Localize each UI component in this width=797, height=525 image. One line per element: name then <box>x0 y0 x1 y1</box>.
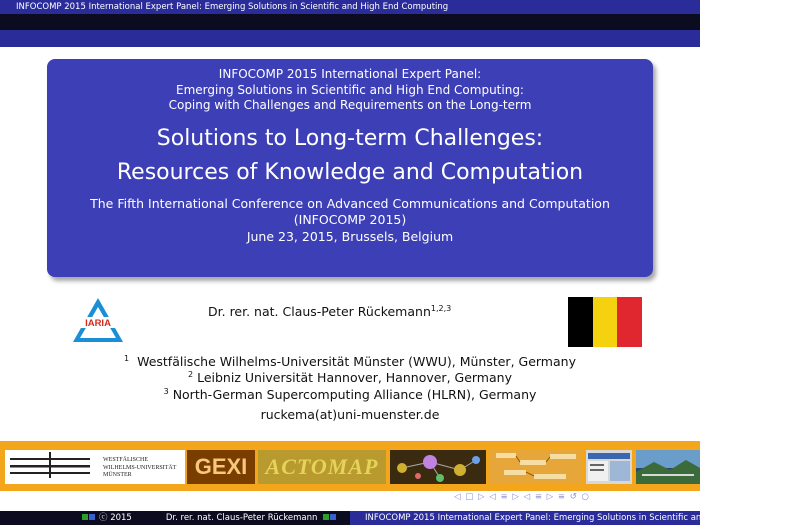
footer-title: INFOCOMP 2015 International Expert Panel: Emerging Solutions in Scientific and High End Computing <box>350 511 700 525</box>
screenshot-graphic-image <box>586 450 632 484</box>
title-block <box>47 59 653 277</box>
header-dark-band <box>0 14 700 30</box>
flag-stripe-yellow <box>593 297 618 347</box>
subtitle-line: Emerging Solutions in Scientific and High End Computing: <box>176 82 524 97</box>
flag-stripe-red <box>617 297 642 347</box>
presentation-title <box>47 122 653 190</box>
conference-acronym: (INFOCOMP 2015) <box>293 212 407 227</box>
landscape-graphic-image <box>636 450 700 484</box>
nav-prev-section-icon[interactable]: ◁ <box>523 492 532 502</box>
nav-search-icon[interactable]: ↺ <box>569 492 578 502</box>
author-affiliation-marks: 1,2,3 <box>430 304 452 313</box>
title-line: Resources of Knowledge and Computation <box>116 159 584 185</box>
conference-date-place: June 23, 2015, Brussels, Belgium <box>246 228 454 244</box>
iaria-logo <box>72 297 124 343</box>
affiliation-3 <box>0 383 700 404</box>
actomap-logo <box>258 450 386 484</box>
nav-next-subsection-icon[interactable]: ▷ <box>512 492 520 502</box>
affiliation-mark: 1 <box>124 354 130 363</box>
footer-square-green <box>82 514 88 520</box>
subtitle-line: INFOCOMP 2015 International Expert Panel: <box>218 67 482 81</box>
footer-logo-squares <box>323 511 337 525</box>
iaria-logo-text: IARIA <box>85 318 111 329</box>
beamer-navigation[interactable] <box>454 492 590 502</box>
nav-next-section-icon[interactable]: ▷ <box>546 492 555 502</box>
wwu-logo-line: MÜNSTER <box>103 472 132 478</box>
nav-subsection-icon: ≡ <box>500 492 509 502</box>
network-graphic <box>390 450 486 484</box>
screenshot-graphic <box>586 450 632 484</box>
nav-next-frame-icon[interactable]: ▷ <box>477 492 486 502</box>
author-line <box>208 304 451 319</box>
actomap-logo-text: ACTOMAP <box>265 454 379 479</box>
subtitle-line: Coping with Challenges and Requirements on the Long-term <box>168 98 532 112</box>
belgium-flag <box>568 297 642 347</box>
footer-copyright: ⓒ 2015 <box>99 513 132 523</box>
nav-prev-frame-icon[interactable]: ◁ <box>454 492 462 502</box>
title-line: Solutions to Long-term Challenges: <box>156 125 544 151</box>
network-graphic-image <box>390 450 486 484</box>
conference-info <box>47 196 653 246</box>
affiliation-mark: 3 <box>163 387 169 396</box>
header-running-title: INFOCOMP 2015 International Expert Panel: Emerging Solutions in Scientific and High End Computing <box>0 0 700 14</box>
wwu-logo-mark <box>5 450 95 484</box>
footer-square-blue <box>89 514 95 520</box>
footer-square-green <box>323 514 329 520</box>
header-blue-band <box>0 30 700 47</box>
footer-author: Dr. rer. nat. Claus-Peter Rückemann <box>165 513 318 523</box>
nav-align-icon: ≡ <box>557 492 567 502</box>
affiliation-text: North-German Supercomputing Alliance (HLRN), Germany <box>172 387 537 403</box>
mindmap-graphic <box>490 450 582 484</box>
contact-email: ruckema(at)uni-muenster.de <box>260 407 440 422</box>
footer-logo-squares <box>82 511 96 525</box>
mindmap-graphic-image <box>490 450 582 484</box>
footer-square-blue <box>330 514 336 520</box>
nav-prev-subsection-icon[interactable]: ◁ <box>489 492 497 502</box>
nav-zoom-icon[interactable]: ○ <box>581 492 590 502</box>
wwu-logo <box>5 450 185 484</box>
flag-stripe-black <box>568 297 593 347</box>
footer-left <box>0 511 350 525</box>
footer <box>0 511 797 525</box>
gexi-logo <box>187 450 255 484</box>
nav-section-icon: ≡ <box>534 492 543 502</box>
nav-frame-icon: □ <box>465 492 475 502</box>
affiliation-mark: 2 <box>188 370 194 379</box>
wwu-logo-line: WESTFÄLISCHE <box>103 457 148 463</box>
affiliation-text: Westfälische Wilhelms-Universität Münster (WWU), Münster, Germany <box>137 354 576 370</box>
panel-subtitle <box>47 67 653 114</box>
conference-name: The Fifth International Conference on Advanced Communications and Computation <box>90 195 610 211</box>
affiliation-text: Leibniz Universität Hannover, Hannover, Germany <box>197 370 512 386</box>
landscape-graphic <box>636 450 700 484</box>
logo-strip <box>0 441 700 491</box>
gexi-logo-text: GEXI <box>194 454 248 479</box>
wwu-logo-line: WILHELMS-UNIVERSITÄT <box>103 464 177 471</box>
author-name: Dr. rer. nat. Claus-Peter Rückemann <box>208 304 431 320</box>
